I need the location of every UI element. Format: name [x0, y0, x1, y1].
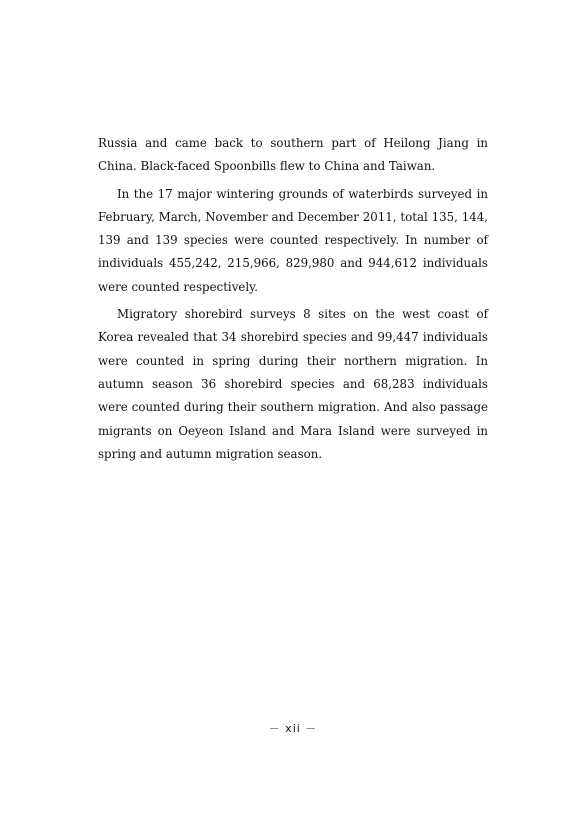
page-number: － xii －	[268, 722, 318, 735]
paragraph-shorebird-surveys: Migratory shorebird surveys 8 sites on the west coast of Korea revealed that 34 shorebird species and 99,447 individuals were counted in spring during their northern migration. In autumn season 36 shorebird species and 68,283 individuals were counted during their southern migration. And also passage migrants on Oeyeon Island and Mara Island were surveyed in spring and autumn migration season.	[98, 307, 488, 461]
body-text	[98, 132, 488, 466]
paragraph-continued: Russia and came back to southern part of Heilong Jiang in China. Black-faced Spoonbills flew to China and Taiwan.	[98, 136, 488, 174]
paragraph-wintering-grounds: In the 17 major wintering grounds of waterbirds surveyed in February, March, November and December 2011, total 135, 144, 139 and 139 species were counted respectively. In number of individuals 455,242, 215,966, 829,980 and 944,612 individuals were counted respectively.	[98, 186, 488, 294]
